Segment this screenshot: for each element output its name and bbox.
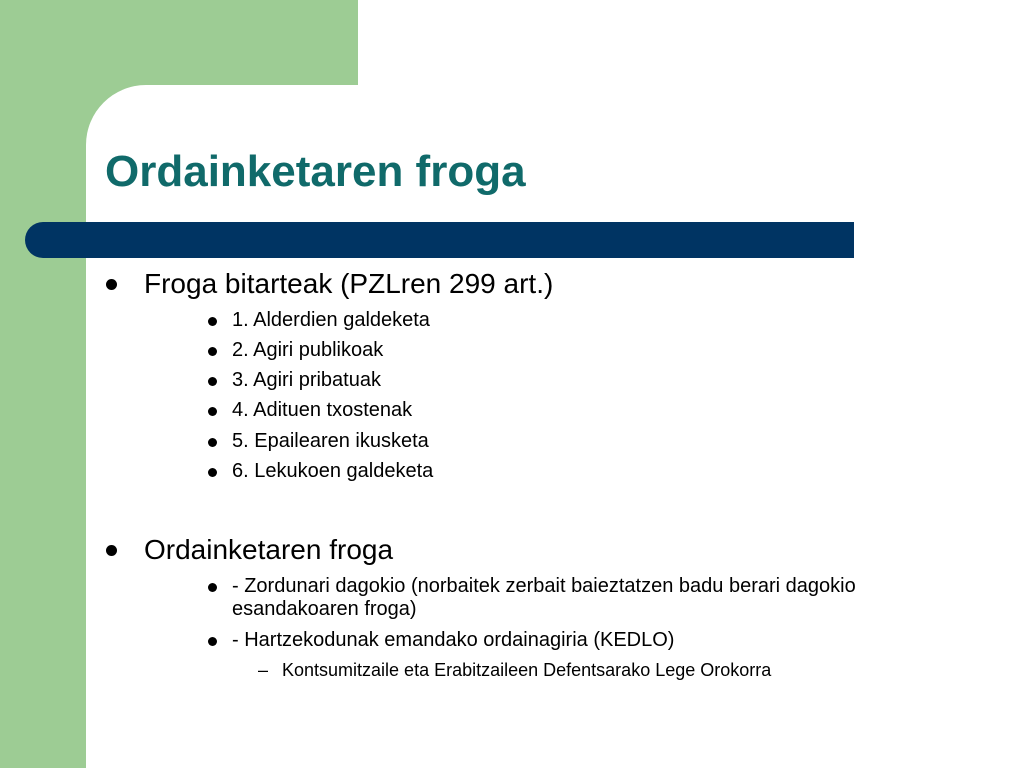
bullet-icon (208, 438, 217, 447)
section-heading-text: Ordainketaren froga (144, 534, 394, 565)
slide-title: Ordainketaren froga (105, 147, 526, 196)
list-item-text: 3. Agiri pribatuak (232, 369, 381, 391)
bullet-icon (208, 468, 217, 477)
list-item-text: 4. Adituen txostenak (232, 399, 413, 421)
list-item (208, 460, 968, 483)
list-item (208, 430, 968, 453)
list-item (208, 309, 968, 332)
list-item-text: 6. Lekukoen galdeketa (232, 460, 434, 482)
list-item-text: - Hartzekodunak emandako ordainagiria (KEDLO) (232, 629, 675, 651)
bullet-icon (208, 407, 217, 416)
bullet-icon (106, 279, 117, 290)
list-item (208, 369, 968, 392)
sub-list-item-text: Kontsumitzaile eta Erabitzaileen Defentsarako Lege Orokorra (282, 660, 772, 680)
list-item (208, 629, 968, 652)
list-item-text: 5. Epailearen ikusketa (232, 430, 429, 452)
list-item (208, 399, 968, 422)
list-item-text: - Zordunari dagokio (norbaitek zerbait baieztatzen badu berari dagokio esandakoaren froga) (232, 575, 856, 620)
list-item (208, 575, 968, 621)
bullet-icon (208, 317, 217, 326)
list-item-text: 1. Alderdien galdeketa (232, 309, 430, 331)
section-heading-text: Froga bitarteak (PZLren 299 art.) (144, 268, 554, 299)
dash-bullet-icon: – (258, 660, 269, 680)
bullet-icon (208, 637, 217, 646)
bullet-icon (106, 545, 117, 556)
list-item (208, 339, 968, 362)
bullet-icon (208, 377, 217, 386)
bullet-icon (208, 583, 217, 592)
bullet-icon (208, 347, 217, 356)
list-item-text: 2. Agiri publikoak (232, 339, 384, 361)
